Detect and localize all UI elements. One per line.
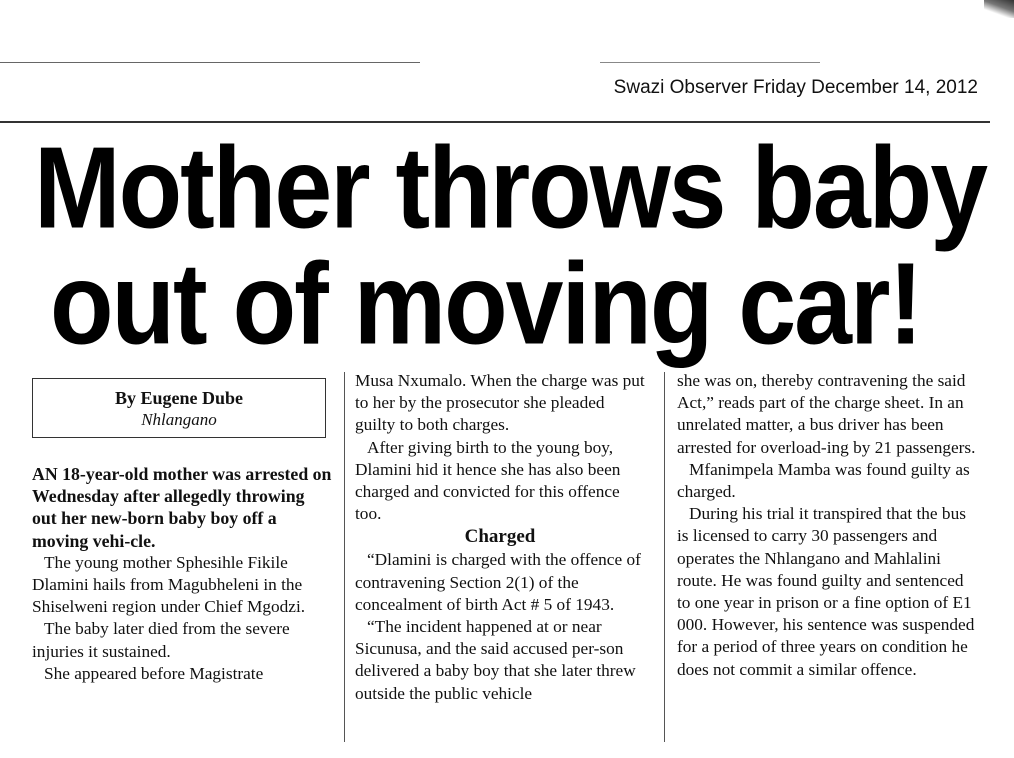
article-column-2 bbox=[355, 370, 645, 705]
headline-line-1: Mother throws baby bbox=[34, 123, 987, 254]
paragraph: The young mother Sphesihle Fikile Dlamini hails from Magubheleni in the Shiselweni region under Chief Mgodzi. bbox=[32, 552, 306, 617]
paragraph: After giving birth to the young boy, Dlamini hid it hence she has also been charged and convicted for this offence too. bbox=[355, 437, 621, 524]
column-divider bbox=[344, 372, 345, 742]
byline-box bbox=[32, 378, 326, 438]
paragraph: she was on, thereby contravening the said Act,” reads part of the charge sheet. In an unrelated matter, a bus driver has been arrested for overload-ing by 21 passengers. bbox=[677, 371, 976, 457]
column-divider bbox=[664, 372, 665, 742]
paragraph: During his trial it transpired that the bus is licensed to carry 30 passengers and operates the Nhlangano and Mahlalini route. He was found guilty and sentenced to one year in prison or a fine option of E1 000. However, his sentence was suspended for a period of three years on condition he does not commit a similar offence. bbox=[677, 504, 975, 679]
paragraph: Mfanimpela Mamba was found guilty as charged. bbox=[677, 459, 970, 502]
paragraph: “Dlamini is charged with the offence of contravening Section 2(1) of the concealment of birth Act # 5 of 1943. bbox=[355, 550, 641, 614]
paragraph: “The incident happened at or near Sicunusa, and the said accused per-son delivered a baby boy that she later threw outside the public vehicle bbox=[355, 617, 636, 703]
article-column-3 bbox=[677, 370, 977, 681]
byline-place: Nhlangano bbox=[141, 410, 217, 429]
byline-author: By Eugene Dube bbox=[114, 388, 244, 408]
page-corner-fold bbox=[984, 0, 1014, 18]
subheading: Charged bbox=[464, 526, 536, 548]
paragraph: The baby later died from the severe injuries it sustained. bbox=[32, 619, 290, 661]
top-rule bbox=[0, 62, 420, 63]
headline-line-2: out of moving car! bbox=[50, 239, 922, 370]
top-rule-right bbox=[600, 62, 820, 63]
lead-paragraph: AN 18-year-old mother was arrested on Wednesday after allegedly throwing out her new-born baby boy off a moving vehi-cle. bbox=[32, 464, 332, 551]
article-column-1 bbox=[32, 463, 332, 685]
paragraph: She appeared before Magistrate bbox=[44, 663, 264, 683]
paragraph: Musa Nxumalo. When the charge was put to her by the prosecutor she pleaded guilty to both charges. bbox=[355, 371, 645, 435]
masthead: Swazi Observer Friday December 14, 2012 bbox=[613, 77, 978, 98]
